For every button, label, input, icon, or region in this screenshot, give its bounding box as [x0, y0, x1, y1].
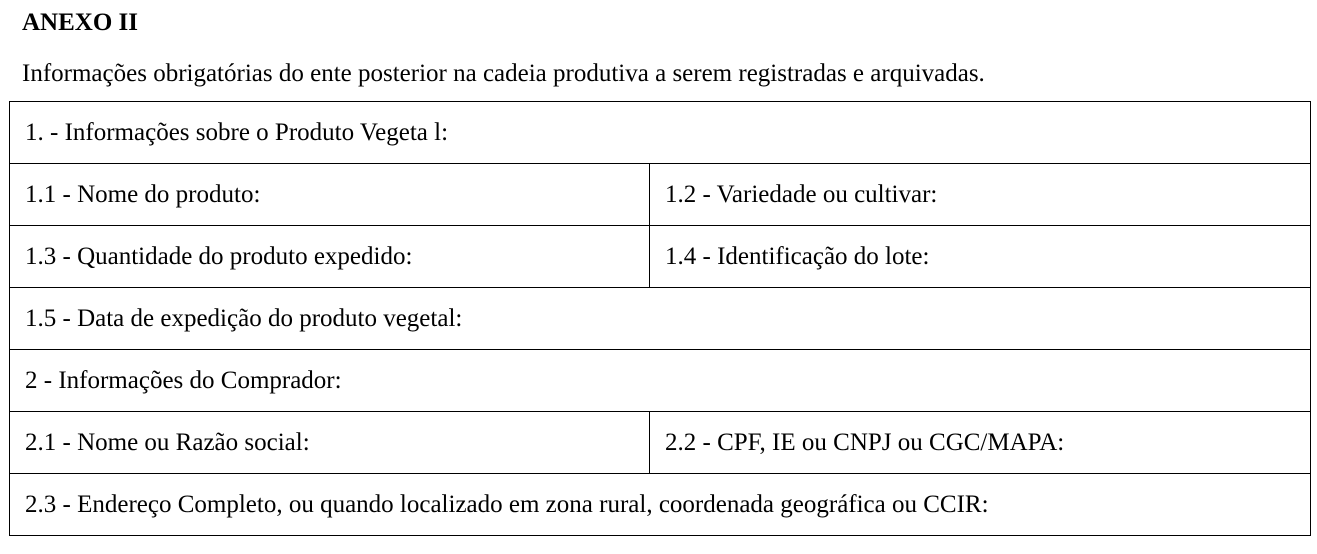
table-row — [10, 350, 1311, 412]
field-1-5-dispatch-date: 1.5 - Data de expedição do produto vegetal: — [10, 288, 1311, 350]
field-1-3-quantity: 1.3 - Quantidade do produto expedido: — [10, 226, 650, 288]
annex-title: ANEXO II — [22, 9, 138, 36]
table-row — [10, 288, 1311, 350]
section2-header: 2 - Informações do Comprador: — [10, 350, 1311, 412]
field-1-1-product-name: 1.1 - Nome do produto: — [10, 164, 650, 226]
table-row — [10, 164, 1311, 226]
field-2-1-buyer-name: 2.1 - Nome ou Razão social: — [10, 412, 650, 474]
table-row — [10, 226, 1311, 288]
field-1-4-lot-id: 1.4 - Identificação do lote: — [650, 226, 1311, 288]
annex-subtitle: Informações obrigatórias do ente posterior na cadeia produtiva a serem registradas e arquivadas. — [22, 60, 985, 87]
field-2-2-buyer-id: 2.2 - CPF, IE ou CNPJ ou CGC/MAPA: — [650, 412, 1311, 474]
form-table — [9, 101, 1311, 536]
table-row — [10, 412, 1311, 474]
table-row — [10, 474, 1311, 536]
section1-header: 1. - Informações sobre o Produto Vegeta l: — [10, 102, 1311, 164]
table-row — [10, 102, 1311, 164]
field-2-3-address: 2.3 - Endereço Completo, ou quando localizado em zona rural, coordenada geográfica ou CCIR: — [10, 474, 1311, 536]
field-1-2-variety: 1.2 - Variedade ou cultivar: — [650, 164, 1311, 226]
